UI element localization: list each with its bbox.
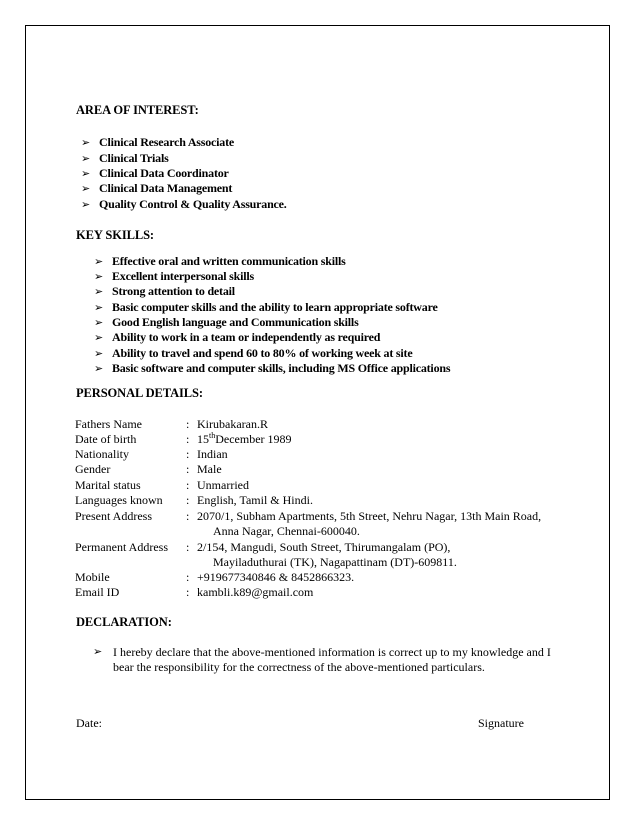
list-item: ➢ Excellent interpersonal skills — [94, 269, 254, 283]
arrow-bullet-icon: ➢ — [81, 199, 91, 211]
gender-label: Gender — [75, 462, 111, 476]
arrow-bullet-icon: ➢ — [94, 348, 104, 360]
arrow-bullet-icon: ➢ — [94, 332, 104, 344]
colon: : — [186, 478, 190, 492]
declaration-text: I hereby declare that the above-mentioned information is correct up to my knowledge and I bear the responsibility for the correctness of the above-mentioned particulars. — [113, 645, 551, 674]
colon: : — [186, 540, 190, 554]
arrow-bullet-icon: ➢ — [94, 302, 104, 314]
date-label: Date: — [76, 716, 102, 730]
arrow-bullet-icon: ➢ — [94, 317, 104, 329]
dob-value: 15thDecember 1989 — [197, 431, 292, 446]
nationality-value: Indian — [197, 447, 228, 461]
present-address-label: Present Address — [75, 509, 152, 523]
list-item: ➢ Quality Control & Quality Assurance. — [81, 197, 287, 211]
arrow-bullet-icon: ➢ — [93, 646, 103, 658]
arrow-bullet-icon: ➢ — [81, 153, 91, 165]
colon: : — [186, 570, 190, 584]
arrow-bullet-icon: ➢ — [94, 286, 104, 298]
mobile-value: +919677340846 & 8452866323. — [197, 570, 355, 584]
arrow-bullet-icon: ➢ — [81, 168, 91, 180]
personal-details-heading: PERSONAL DETAILS: — [76, 386, 203, 400]
list-item: ➢ Good English language and Communication skills — [94, 315, 359, 329]
list-item: ➢ Ability to work in a team or independently as required — [94, 330, 381, 344]
key-skills-heading: KEY SKILLS: — [76, 228, 154, 242]
list-item: ➢ Clinical Research Associate — [81, 135, 235, 149]
signature-label: Signature — [478, 716, 524, 730]
email-value: kambli.k89@gmail.com — [197, 585, 314, 599]
permanent-address-line2: Mayiladuthurai (TK), Nagapattinam (DT)-609811. — [213, 555, 457, 569]
languages-value: English, Tamil & Hindi. — [197, 493, 313, 507]
declaration-paragraph — [93, 645, 563, 675]
colon: : — [186, 432, 190, 446]
marital-status-value: Unmarried — [197, 478, 249, 492]
present-address-line1: 2070/1, Subham Apartments, 5th Street, Nehru Nagar, 13th Main Road, — [197, 509, 542, 523]
list-item: ➢ Basic software and computer skills, including MS Office applications — [94, 361, 451, 375]
mobile-label: Mobile — [75, 570, 110, 584]
list-item: ➢ Effective oral and written communication skills — [94, 254, 346, 268]
declaration-heading: DECLARATION: — [76, 615, 172, 629]
arrow-bullet-icon: ➢ — [81, 137, 91, 149]
area-of-interest-heading: AREA OF INTEREST: — [76, 103, 199, 117]
colon: : — [186, 509, 190, 523]
arrow-bullet-icon: ➢ — [81, 183, 91, 195]
dob-label: Date of birth — [75, 432, 137, 446]
permanent-address-line1: 2/154, Mangudi, South Street, Thirumangalam (PO), — [197, 540, 451, 554]
colon: : — [186, 462, 190, 476]
list-item: ➢ Clinical Data Management — [81, 181, 233, 195]
fathers-name-label: Fathers Name — [75, 417, 142, 431]
colon: : — [186, 447, 190, 461]
colon: : — [186, 493, 190, 507]
arrow-bullet-icon: ➢ — [94, 271, 104, 283]
list-item: ➢ Basic computer skills and the ability to learn appropriate software — [94, 300, 438, 314]
list-item: ➢ Clinical Data Coordinator — [81, 166, 229, 180]
gender-value: Male — [197, 462, 222, 476]
permanent-address-label: Permanent Address — [75, 540, 168, 554]
arrow-bullet-icon: ➢ — [94, 256, 104, 268]
marital-status-label: Marital status — [75, 478, 141, 492]
list-item: ➢ Ability to travel and spend 60 to 80% of working week at site — [94, 346, 413, 360]
present-address-line2: Anna Nagar, Chennai-600040. — [213, 524, 360, 538]
fathers-name-value: Kirubakaran.R — [197, 417, 268, 431]
email-label: Email ID — [75, 585, 120, 599]
languages-label: Languages known — [75, 493, 163, 507]
list-item: ➢ Clinical Trials — [81, 151, 169, 165]
arrow-bullet-icon: ➢ — [94, 363, 104, 375]
list-item: ➢ Strong attention to detail — [94, 284, 235, 298]
colon: : — [186, 417, 190, 431]
colon: : — [186, 585, 190, 599]
nationality-label: Nationality — [75, 447, 129, 461]
